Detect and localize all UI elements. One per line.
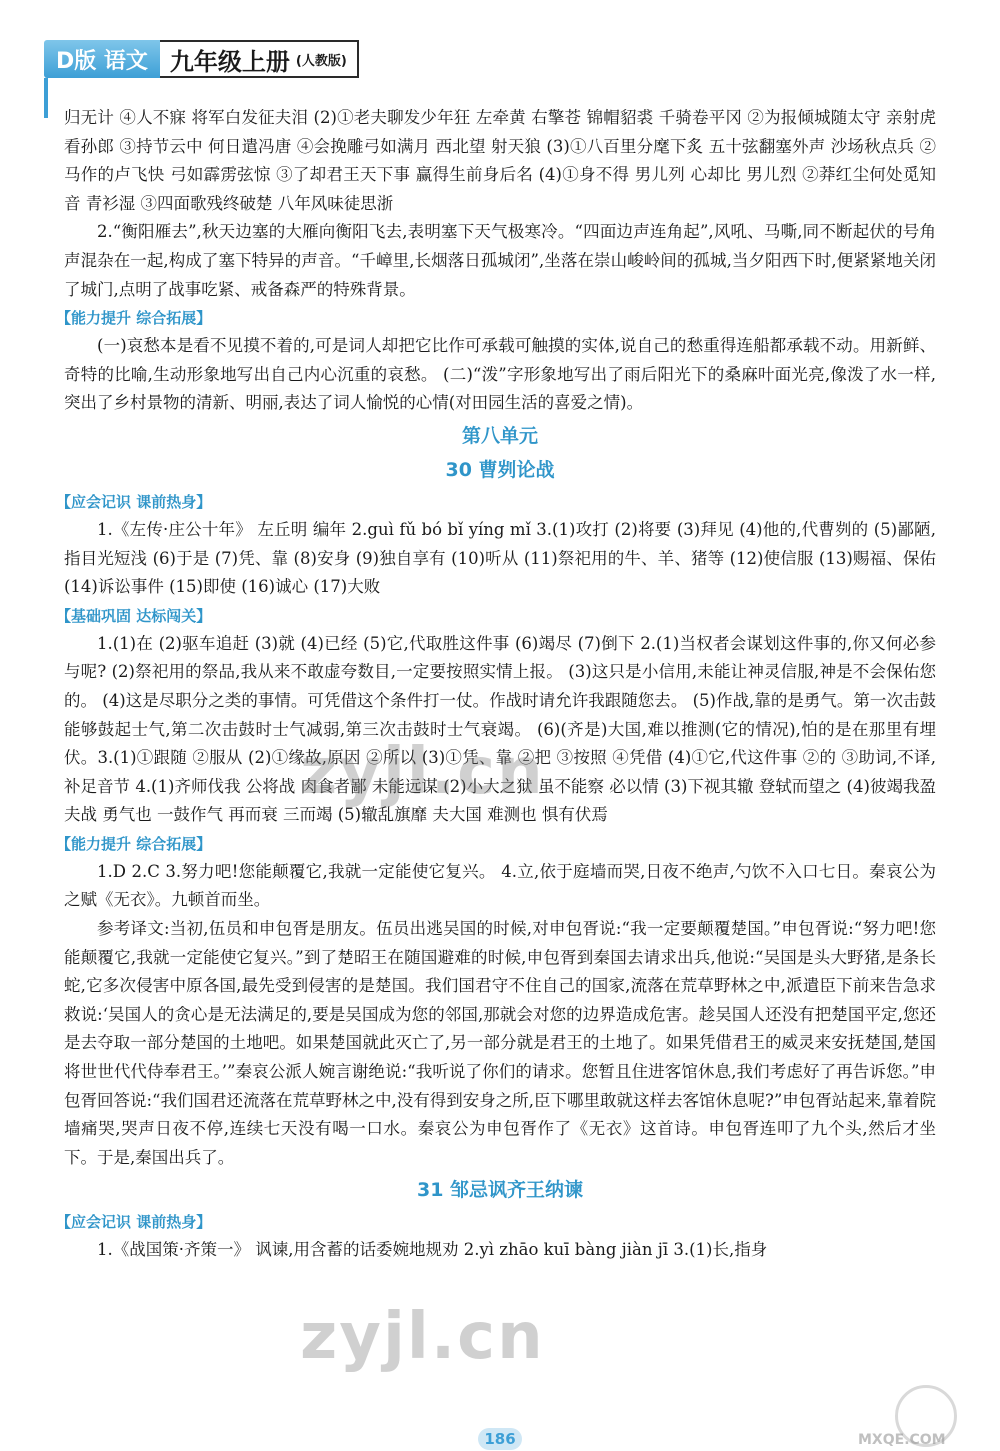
section-heading: 【能力提升 综合拓展】 <box>56 834 212 853</box>
section-heading: 【应会记识 课前热身】 <box>56 1213 212 1232</box>
watermark-zyjl-1: zyjl.cn <box>300 735 545 809</box>
answer-paragraph: 1.《左传·庄公十年》 左丘明 编年 2.guì fǔ bó bǐ yíng mǐ 3.(1)攻打 (2)将要 (3)拜见 (4)他的,代曹刿的 (5)鄙陋,指目光短浅 (6)于是 (7)凭、靠 (8)安身 (9)独自享有 (10)听从 (11)祭祀用的牛、羊、猪等 (12)使信服 (13)赐福、保佑 (14)诉讼事件 (15)即使 (16)诚心 (17)大败 <box>64 519 936 597</box>
unit-title: 第八单元 <box>461 424 538 447</box>
page-number: 186 <box>478 1428 522 1450</box>
book-title-box <box>160 40 359 78</box>
answer-paragraph: 2.“衡阳雁去”,秋天边塞的大雁向衡阳飞去,表明塞下天气极寒冷。“四面边声连角起”,风吼、马嘶,同不断起伏的号角声混杂在一起,构成了塞下特异的声音。“千嶂里,长烟落日孤城闭”,坐落在崇山峻岭间的孤城,当夕阳西下时,便紧紧地关闭了城门,点明了战事吃紧、戒备森严的特殊背景。 <box>64 222 936 299</box>
translation-paragraph: 参考译文:当初,伍员和申包胥是朋友。伍员出逃吴国的时候,对申包胥说:“我一定要颠覆楚国。”申包胥说:“努力吧!您能颠覆它,我就一定能使它复兴。”到了楚昭王在随国避难的时候,申包胥到秦国去请求出兵,他说:“吴国是头大野猪,是条长蛇,它多次侵害中原各国,最先受到侵害的是楚国。我们国君守不住自己的国家,流落在荒草野林之中,派遣臣下前来告急求救说:‘吴国人的贪心是无法满足的,要是吴国成为您的邻国,那就会对您的边界造成危害。趁吴国人还没有把楚国平定,您还是去夺取一部分楚国的土地吧。如果楚国就此灭亡了,另一部分就是君王的土地了。如果凭借君王的威灵来安抚楚国,楚国将世世代代侍奉君王。’”秦哀公派人婉言谢绝说:“我听说了你们的请求。您暂且住进客馆休息,我们考虑好了再告诉您。”申包胥回答说:“我们国君还流落在荒草野林之中,没有得到安身之所,臣下哪里敢就这样去客馆休息呢?”申包胥站起来,靠着院墙痛哭,哭声日夜不停,连续七天没有喝一口水。秦哀公为申包胥作了《无衣》这首诗。申包胥连叩了九个头,然后才坐下。于是,秦国出兵了。 <box>64 919 937 1167</box>
watermark-zyjl-2: zyjl.cn <box>300 1300 545 1374</box>
lesson-title: 31 邹忌讽齐王纳谏 <box>416 1179 584 1202</box>
page-content <box>56 104 937 1265</box>
answer-paragraph: 1.D 2.C 3.努力吧!您能颠覆它,我就一定能使它复兴。 4.立,依于庭墙而哭,日夜不绝声,勺饮不入口七日。秦哀公为之赋《无衣》。九顿首而坐。 <box>64 861 936 910</box>
answer-paragraph: 1.《战国策·齐策一》 讽谏,用含蓄的话委婉地规劝 2.yì zhāo kuī bàng jiàn jī 3.(1)长,指身 <box>97 1240 768 1260</box>
lesson-title: 30 曹刿论战 <box>445 458 555 481</box>
book-edition: (人教版) <box>295 53 347 69</box>
answer-paragraph: 归无计 ④人不寐 将军白发征夫泪 (2)①老夫聊发少年狂 左牵黄 右擎苍 锦帽貂裘 千骑卷平冈 ②为报倾城随太守 亲射虎 看孙郎 ③持节云中 何日遣冯唐 ④会挽雕弓如满月 西北望 射天狼 (3)①八百里分麾下炙 五十弦翻塞外声 沙场秋点兵 ②马作的卢飞快 弓如霹雳弦惊 ③了却君王天下事 赢得生前身后名 (4)①身不得 男儿列 心却比 男儿烈 ②莽红尘何处觅知音 青衫湿 ③四面歌残终破楚 八年风味徒思浙 <box>64 108 936 213</box>
section-heading: 【基础巩固 达标闯关】 <box>56 606 212 625</box>
answer-paragraph: 1.(1)在 (2)驱车追赶 (3)就 (4)已经 (5)它,代取胜这件事 (6)竭尽 (7)倒下 2.(1)当权者会谋划这件事的,你又何必参与呢? (2)祭祀用的祭品,我从来不敢虚夸数目,一定要按照实情上报。 (3)这只是小信用,未能让神灵信服,神是不会保佑您的。 (4)这是尽职分之类的事情。可凭借这个条件打一仗。作战时请允许我跟随您去。 (5)作战,靠的是勇气。第一次击鼓能够鼓起士气,第二次击鼓时士气减弱,第三次击鼓时士气衰竭。 (6)(齐是)大国,难以推测(它的情况),怕的是在那里有埋伏。3.(1)①跟随 ②服从 (2)①缘故,原因 ②所以 (3)①凭、靠 ②把 ③按照 ④凭借 (4)①它,代这件事 ②的 ③助词,不译,补足音节 4.(1)齐师伐我 公将战 肉食者鄙 未能远谋 (2)小大之狱 虽不能察 必以情 (3)下视其辙 登轼而望之 (4)彼竭我盈 夫战 勇气也 一鼓作气 再而衰 三而竭 (5)辙乱旗靡 夫大国 难测也 惧有伏焉 <box>64 633 936 825</box>
edition-badge: D版 语文 <box>44 40 160 78</box>
section-heading: 【能力提升 综合拓展】 <box>56 309 212 328</box>
answer-paragraph: (一)哀愁本是看不见摸不着的,可是词人却把它比作可承载可触摸的实体,说自己的愁重得连船都承载不动。用新鲜、奇特的比喻,生动形象地写出自己内心沉重的哀愁。 (二)“泼”字形象地写出了雨后阳光下的桑麻叶面光亮,像泼了水一样,突出了乡村景物的清新、明丽,表达了词人愉悦的心情(对田园生活的喜爱之情)。 <box>64 336 936 413</box>
page-header <box>44 40 359 78</box>
header-accent-line <box>44 78 48 118</box>
book-title: 九年级上册 <box>169 47 290 76</box>
watermark-mxqe: MXQE.COM <box>858 1432 946 1448</box>
section-heading: 【应会记识 课前热身】 <box>56 492 212 511</box>
